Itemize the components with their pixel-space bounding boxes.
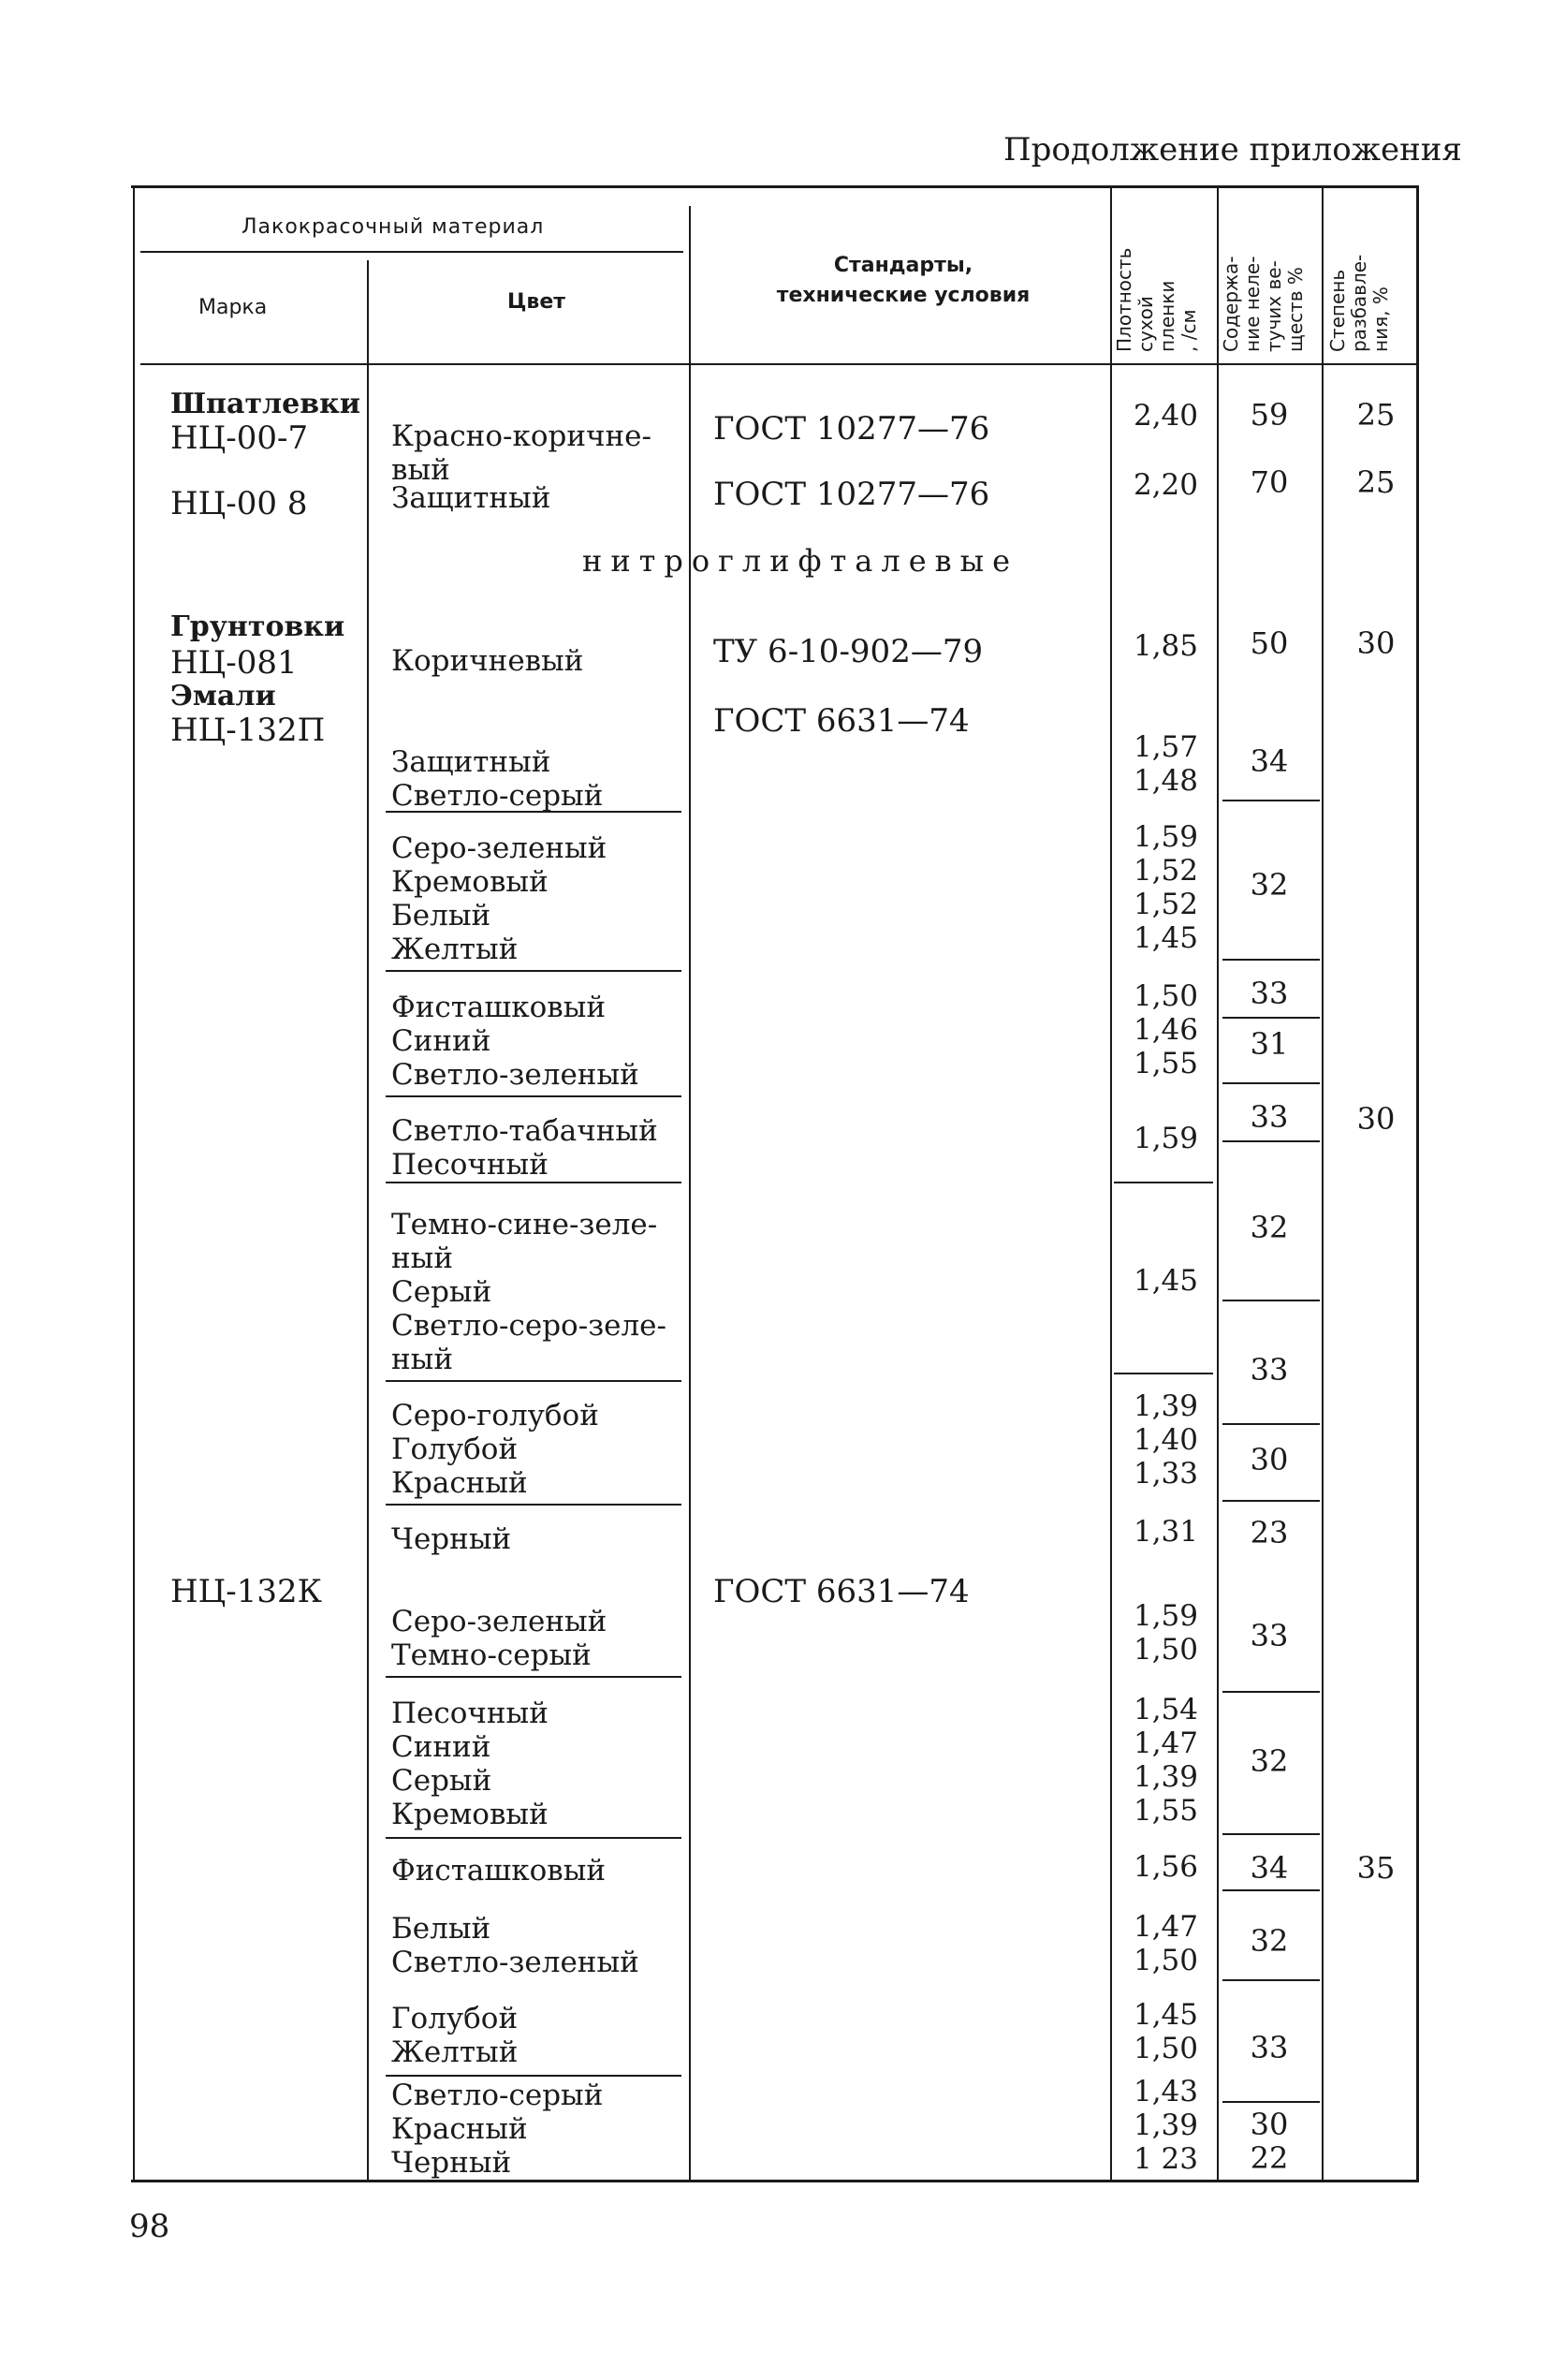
enamel-nonvolatile-8: 32 — [1250, 1743, 1289, 1779]
std-gost-10277-a: ГОСТ 10277—76 — [713, 410, 990, 448]
enamel-density-12: 1,43 1,39 1 23 — [1133, 2075, 1198, 2176]
enamel-rule-nv-2a — [1222, 1017, 1320, 1019]
enamel-density-4: 1,45 — [1133, 1264, 1198, 1298]
enamel-rule-color-4 — [386, 1380, 681, 1382]
enamel-colors-9: Фисташковый — [391, 1854, 607, 1888]
enamel-nonvolatile-1: 32 — [1250, 867, 1289, 903]
enamel-rule-color-7 — [386, 1676, 681, 1678]
std-gost-6631-a: ГОСТ 6631—74 — [713, 702, 970, 740]
col-divider-nonvolatile — [1322, 187, 1324, 2180]
header-sub-rule — [140, 251, 683, 253]
enamel-rule-nv-3 — [1222, 1140, 1320, 1142]
enamel-nonvolatile-2b: 31 — [1250, 1026, 1289, 1062]
enamel-rule-color-8 — [386, 1837, 681, 1839]
enamel-nonvolatile-9: 34 — [1250, 1850, 1289, 1886]
mark-nc-132p: НЦ-132П — [170, 712, 326, 749]
dilution-putty-1: 25 — [1356, 397, 1396, 433]
dilution-enamel-k: 35 — [1356, 1850, 1396, 1886]
nonvolatile-primer: 50 — [1250, 625, 1289, 661]
enamel-rule-nv-1 — [1222, 959, 1320, 961]
enamel-colors-0: Защитный Светло-серый — [391, 745, 604, 813]
density-putty-2: 2,20 — [1133, 468, 1198, 502]
enamel-density-6: 1,31 — [1133, 1515, 1198, 1549]
enamel-nonvolatile-6: 23 — [1250, 1515, 1289, 1550]
enamel-rule-nv-7 — [1222, 1691, 1320, 1693]
enamel-rule-dens-3 — [1114, 1182, 1213, 1183]
color-brown: Коричневый — [391, 644, 584, 678]
enamel-colors-5: Серо-голубой Голубой Красный — [391, 1399, 599, 1500]
mark-nc-132k: НЦ-132К — [170, 1573, 322, 1610]
std-gost-10277-b: ГОСТ 10277—76 — [713, 476, 990, 513]
enamel-nonvolatile-4a: 32 — [1250, 1210, 1289, 1245]
enamel-rule-color-0 — [386, 811, 681, 813]
header-density: Плотность сухой пленки , /см — [1113, 247, 1200, 352]
enamel-colors-12: Светло-серый Красный Черный — [391, 2079, 604, 2180]
enamel-rule-nv-10 — [1222, 1979, 1320, 1981]
enamel-nonvolatile-2a: 33 — [1250, 976, 1289, 1011]
header-bottom-border — [140, 363, 1417, 365]
enamel-colors-1: Серо-зеленый Кремовый Белый Желтый — [391, 831, 607, 966]
color-protective: Защитный — [391, 481, 551, 515]
header-brand: Марка — [198, 296, 268, 319]
enamel-rule-nv-8 — [1222, 1833, 1320, 1835]
enamel-nonvolatile-11: 33 — [1250, 2030, 1289, 2065]
table-top-border — [131, 185, 1419, 188]
enamel-colors-6: Черный — [391, 1522, 512, 1556]
enamel-nonvolatile-3: 33 — [1250, 1099, 1289, 1135]
density-putty-1: 2,40 — [1133, 399, 1198, 433]
enamel-nonvolatile-7: 33 — [1250, 1618, 1289, 1653]
header-dilution: Степень разбавле- ния, % — [1326, 254, 1392, 352]
enamel-colors-8: Песочный Синий Серый Кремовый — [391, 1697, 549, 1831]
enamel-colors-11: Голубой Желтый — [391, 2002, 519, 2069]
header-nonvolatile: Содержа- ние неле- тучих ве- ществ % — [1220, 256, 1307, 352]
dilution-putty-2: 25 — [1356, 464, 1396, 500]
nonvolatile-putty-1: 59 — [1250, 397, 1289, 433]
enamel-colors-3: Светло-табачный Песочный — [391, 1114, 658, 1182]
enamel-colors-7: Серо-зеленый Темно-серый — [391, 1605, 607, 1672]
group-putty: Шпатлевки — [170, 388, 361, 420]
enamel-rule-nv-4a — [1222, 1300, 1320, 1301]
group-enamels: Эмали — [170, 680, 276, 713]
enamel-rule-nv-5 — [1222, 1500, 1320, 1502]
enamel-density-1: 1,59 1,52 1,52 1,45 — [1133, 820, 1198, 955]
page-heading: Продолжение приложения — [1003, 131, 1462, 169]
enamel-colors-4: Темно-сине-зеле- ный Серый Светло-серо-зеле- ный — [391, 1208, 666, 1376]
std-tu-6-10-902: ТУ 6-10-902—79 — [713, 633, 984, 670]
enamel-colors-10: Белый Светло-зеленый — [391, 1912, 639, 1979]
enamel-rule-color-3 — [386, 1182, 681, 1183]
enamel-density-5: 1,39 1,40 1,33 — [1133, 1389, 1198, 1491]
section-title: нитроглифталевые — [582, 543, 1019, 579]
enamel-rule-color-5 — [386, 1504, 681, 1506]
density-primer: 1,85 — [1133, 629, 1198, 663]
enamel-density-2: 1,50 1,46 1,55 — [1133, 979, 1198, 1080]
std-gost-6631-b: ГОСТ 6631—74 — [713, 1573, 970, 1610]
enamel-density-3: 1,59 — [1133, 1122, 1198, 1155]
group-primers: Грунтовки — [170, 610, 345, 643]
enamel-rule-color-2 — [386, 1095, 681, 1097]
enamel-density-7: 1,59 1,50 — [1133, 1599, 1198, 1667]
table-left-border — [133, 187, 135, 2180]
header-color: Цвет — [507, 290, 566, 314]
header-material: Лакокрасочный материал — [241, 215, 545, 239]
dilution-primer: 30 — [1356, 625, 1396, 661]
enamel-rule-nv-2 — [1222, 1082, 1320, 1084]
mark-nc-00-7: НЦ-00-7 — [170, 419, 309, 457]
enamel-rule-dens-4 — [1114, 1373, 1213, 1374]
enamel-nonvolatile-12b: 22 — [1250, 2140, 1289, 2176]
col-divider-density — [1217, 187, 1219, 2180]
dilution-enamel-p: 30 — [1356, 1101, 1396, 1137]
enamel-density-11: 1,45 1,50 — [1133, 1998, 1198, 2065]
enamel-rule-nv-0 — [1222, 800, 1320, 801]
table-bottom-border — [131, 2180, 1419, 2182]
enamel-rule-nv-4 — [1222, 1423, 1320, 1425]
enamel-density-0: 1,57 1,48 — [1133, 730, 1198, 798]
enamel-nonvolatile-12a: 30 — [1250, 2107, 1289, 2142]
enamel-density-8: 1,54 1,47 1,39 1,55 — [1133, 1693, 1198, 1828]
enamel-density-9: 1,56 — [1133, 1850, 1198, 1884]
page-number: 98 — [129, 2208, 170, 2245]
mark-nc-00-8: НЦ-00 8 — [170, 485, 308, 522]
enamel-rule-color-11 — [386, 2075, 681, 2077]
enamel-nonvolatile-4b: 33 — [1250, 1352, 1289, 1388]
color-red-brown: Красно-коричне- вый — [391, 419, 652, 487]
enamel-rule-nv-12 — [1222, 2101, 1320, 2103]
col-divider-standards — [1110, 187, 1112, 2180]
mark-nc-081: НЦ-081 — [170, 644, 298, 682]
nonvolatile-putty-2: 70 — [1250, 464, 1289, 500]
enamel-nonvolatile-5: 30 — [1250, 1442, 1289, 1477]
enamel-density-10: 1,47 1,50 — [1133, 1910, 1198, 1977]
enamel-nonvolatile-0: 34 — [1250, 743, 1289, 779]
enamel-rule-nv-9 — [1222, 1889, 1320, 1891]
enamel-colors-2: Фисташковый Синий Светло-зеленый — [391, 991, 639, 1092]
col-divider-color — [689, 206, 691, 2180]
enamel-rule-color-1 — [386, 970, 681, 972]
col-divider-brand — [367, 260, 369, 2180]
enamel-nonvolatile-10: 32 — [1250, 1923, 1289, 1959]
header-standards: Стандарты, технические условия — [776, 254, 1031, 307]
